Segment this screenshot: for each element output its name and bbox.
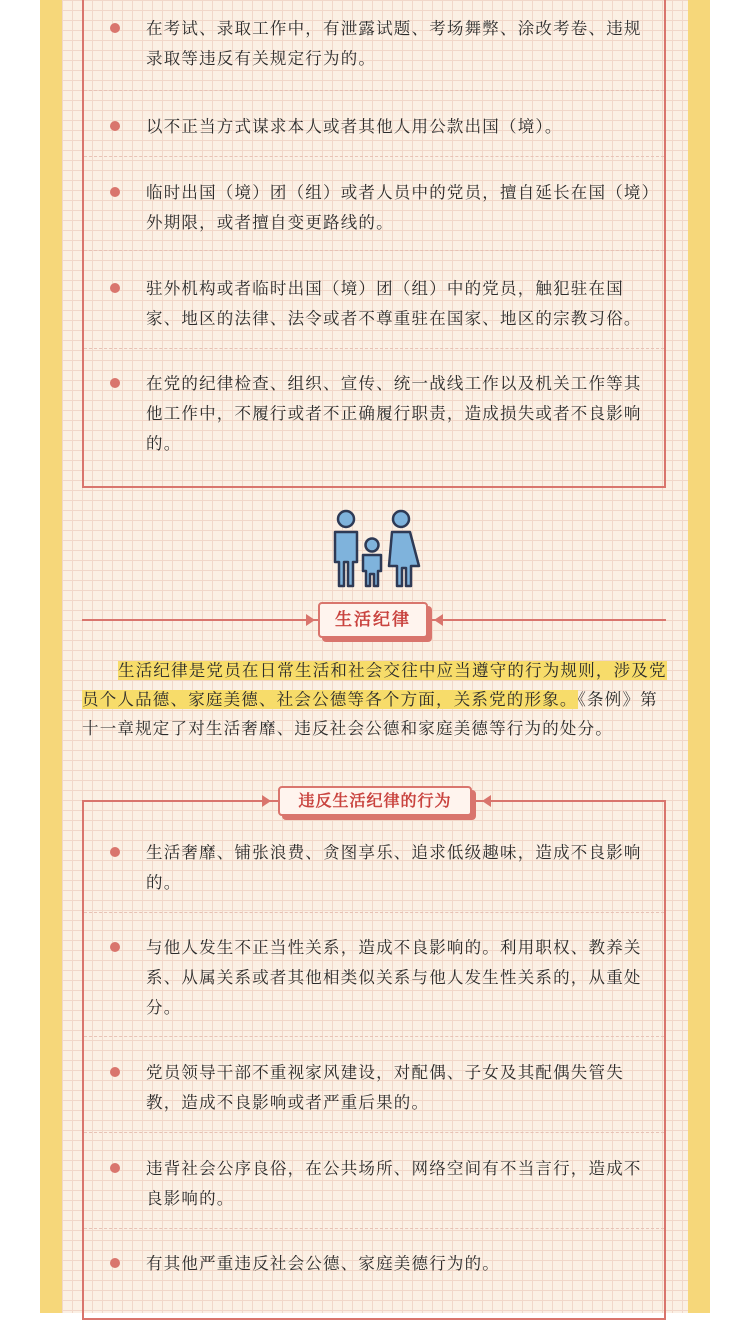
item-text: 党员领导干部不重视家风建设，对配偶、子女及其配偶失管失教，造成不良影响或者严重后果的。 [146,1063,624,1112]
list-item [84,90,664,157]
list-item [84,912,664,1037]
item-text: 生活奢靡、铺张浪费、贪图享乐、追求低级趣味，造成不良影响的。 [146,843,642,892]
item-text: 在党的纪律检查、组织、宣传、统一战线工作以及机关工作等其他工作中，不履行或者不正确履行职责，造成损失或者不良影响的。 [146,374,642,453]
arrow-left-icon [262,795,271,807]
bullet-icon [110,283,120,293]
bullet-icon [110,847,120,857]
list-item [84,0,664,91]
arrow-right-icon [482,795,491,807]
list-item [84,250,664,349]
arrow-right-icon [434,614,443,626]
intro-rest: 《条例》第十一章规定了对生活奢靡、违反社会公德和家庭美德等行为的处分。 [82,690,658,738]
bullet-icon [110,942,120,952]
item-text: 以不正当方式谋求本人或者其他人用公款出国（境）。 [146,117,563,136]
family-icon [330,508,422,588]
intro-highlight: 生活纪律是党员在日常生活和社会交往中应当遵守的行为规则，涉及党员个人品德、家庭美德、社会公德等各个方面，关系党的形象。 [82,661,667,709]
item-text: 临时出国（境）团（组）或者人员中的党员，擅自延长在国（境）外期限，或者擅自变更路线的。 [146,183,652,232]
list-item [84,1228,664,1308]
bullet-icon [110,1067,120,1077]
list-item [84,802,664,913]
bullet-icon [110,378,120,388]
bullet-icon [110,23,120,33]
bullet-icon [110,187,120,197]
item-text: 违背社会公序良俗，在公共场所、网络空间有不当言行，造成不良影响的。 [146,1159,642,1208]
box-title: 违反生活纪律的行为 [278,786,472,816]
item-text: 驻外机构或者临时出国（境）团（组）中的党员，触犯驻在国家、地区的法律、法令或者不尊重驻在国家、地区的宗教习俗。 [146,279,642,328]
bullet-icon [110,1258,120,1268]
section-title: 生活纪律 [318,602,428,638]
list-item [84,348,664,486]
list-item [84,1036,664,1133]
section1-box [82,0,666,488]
bullet-icon [110,121,120,131]
item-text: 有其他严重违反社会公德、家庭美德行为的。 [146,1254,500,1273]
item-text: 在考试、录取工作中，有泄露试题、考场舞弊、涂改考卷、违规录取等违反有关规定行为的。 [146,19,642,68]
bullet-icon [110,1163,120,1173]
section2-box [82,800,666,1320]
item-text: 与他人发生不正当性关系，造成不良影响的。利用职权、教养关系、从属关系或者其他相类似关系与他人发生性关系的，从重处分。 [146,938,642,1017]
arrow-left-icon [306,614,315,626]
list-item [84,1132,664,1229]
intro-paragraph [82,656,672,743]
list-item [84,156,664,251]
